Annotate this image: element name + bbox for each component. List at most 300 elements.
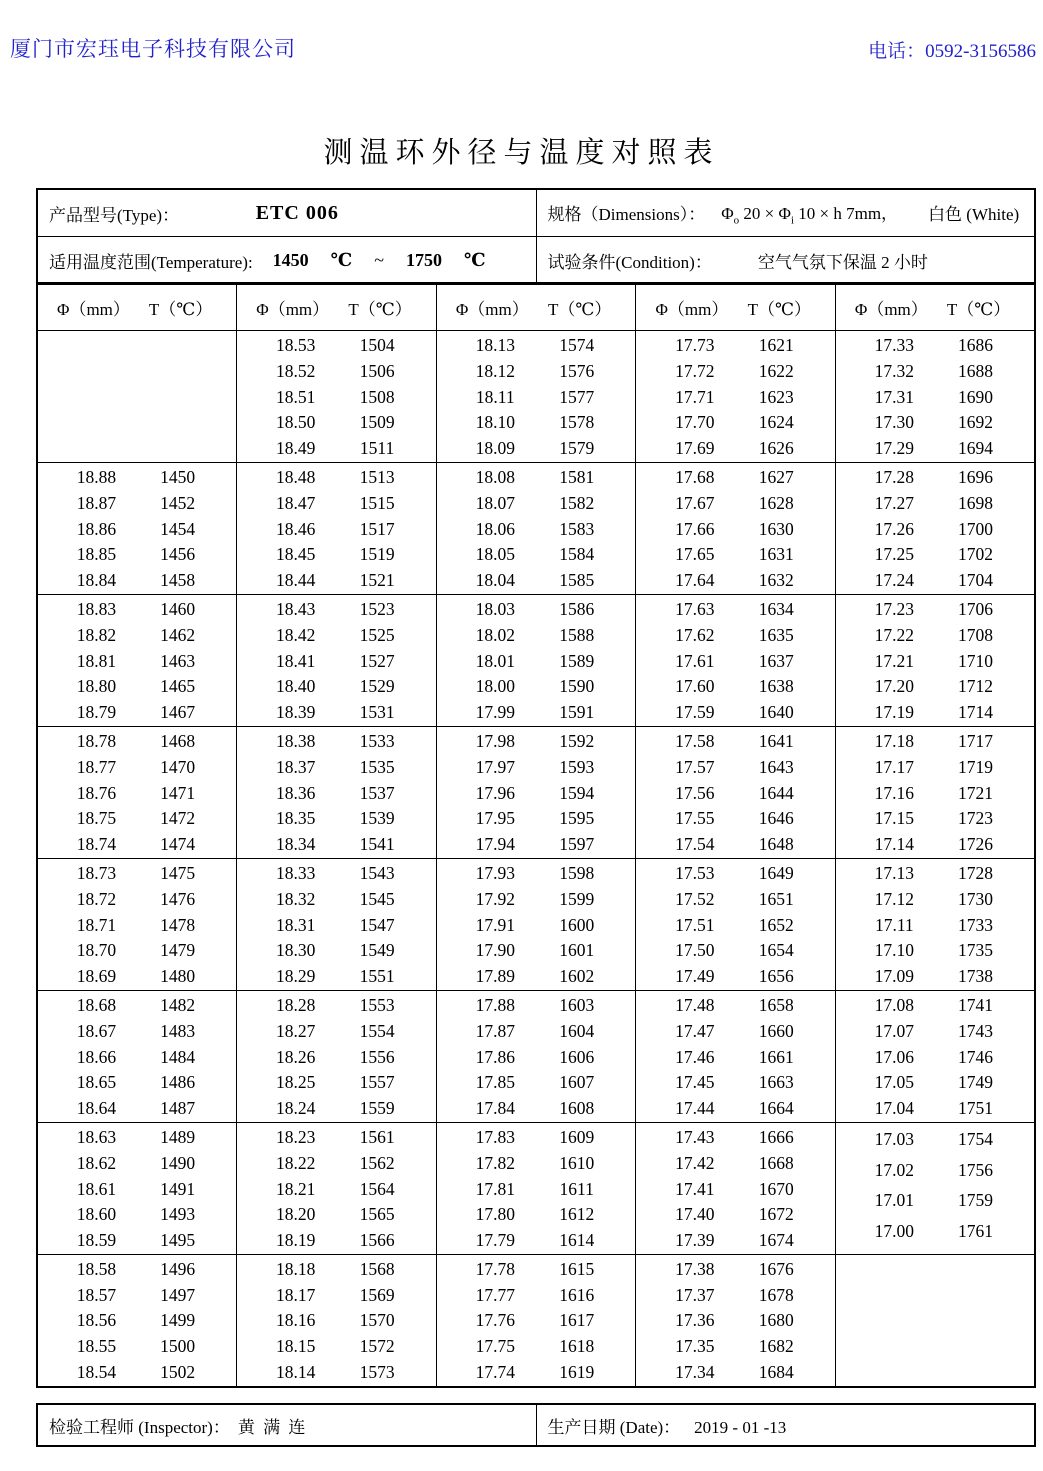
value-pair — [255, 1125, 418, 1151]
value-pair — [56, 674, 218, 700]
value-pair — [654, 1151, 817, 1177]
t-value: 1634 — [758, 598, 794, 619]
t-value: 1521 — [359, 570, 395, 591]
value-pair — [654, 729, 817, 755]
value-pair — [255, 1283, 418, 1309]
table-cell — [237, 1254, 437, 1386]
table-cell — [237, 462, 437, 594]
phi-value: 17.56 — [675, 782, 715, 803]
phi-value: 17.59 — [675, 702, 715, 723]
value-pair — [255, 913, 418, 939]
value-block — [636, 331, 835, 462]
value-pair — [455, 832, 618, 858]
value-pair — [455, 623, 618, 649]
table-cell — [835, 1122, 1035, 1254]
phi-value: 17.18 — [874, 730, 914, 751]
t-value: 1730 — [958, 888, 994, 909]
value-pair — [654, 1070, 817, 1096]
value-pair — [255, 755, 418, 781]
table-cell — [37, 462, 237, 594]
value-pair — [854, 755, 1016, 781]
table-cell — [636, 858, 836, 990]
t-value: 1688 — [958, 360, 994, 381]
value-pair — [455, 1125, 618, 1151]
phi-value: 18.28 — [275, 994, 316, 1015]
value-pair — [654, 517, 817, 543]
t-value: 1749 — [958, 1072, 994, 1093]
phi-value: 17.84 — [475, 1098, 515, 1119]
phi-value: 18.73 — [76, 862, 117, 883]
t-value: 1706 — [958, 598, 994, 619]
condition-cell — [536, 237, 1035, 285]
value-pair — [654, 1096, 817, 1122]
value-pair — [455, 649, 618, 675]
t-value: 1500 — [160, 1336, 196, 1357]
value-pair — [455, 1177, 618, 1203]
t-value: 1684 — [758, 1362, 794, 1383]
t-value: 1618 — [559, 1336, 595, 1357]
phi-value: 18.11 — [475, 386, 515, 407]
t-value: 1756 — [958, 1159, 994, 1180]
phi-value: 18.02 — [475, 624, 515, 645]
table-block-row — [37, 331, 1035, 463]
value-block — [237, 991, 436, 1122]
value-pair — [56, 1177, 218, 1203]
phi-value: 17.63 — [675, 598, 715, 619]
t-value: 1743 — [958, 1020, 994, 1041]
value-block — [636, 991, 835, 1122]
value-pair — [455, 1151, 618, 1177]
t-value: 1649 — [758, 862, 794, 883]
table-cell — [636, 462, 836, 594]
t-value: 1460 — [160, 598, 196, 619]
value-pair — [56, 542, 218, 568]
value-block — [836, 595, 1034, 726]
t-value: 1554 — [359, 1020, 395, 1041]
t-value: 1627 — [758, 466, 794, 487]
phi-value: 18.31 — [275, 914, 316, 935]
phi-column-header: Φ（mm） — [57, 299, 130, 319]
phi-column-header: Φ（mm） — [256, 299, 330, 319]
t-value: 1499 — [160, 1310, 196, 1331]
phi-value: 17.61 — [675, 650, 715, 671]
value-pair — [654, 542, 817, 568]
phi-value: 17.69 — [675, 438, 715, 459]
phi-value: 18.82 — [76, 624, 117, 645]
value-pair — [255, 832, 418, 858]
date-cell — [536, 1404, 1035, 1446]
table-cell — [835, 990, 1035, 1122]
value-pair — [854, 333, 1016, 359]
value-pair — [455, 1070, 618, 1096]
t-value: 1674 — [758, 1230, 794, 1251]
phi-value: 17.44 — [675, 1098, 715, 1119]
temperature-label: 适用温度范围(Temperature): — [49, 252, 253, 272]
t-value: 1480 — [160, 966, 196, 987]
info-row-type — [37, 189, 1035, 237]
phi-value: 17.54 — [675, 834, 715, 855]
t-value: 1586 — [559, 598, 595, 619]
value-pair — [455, 1257, 618, 1283]
t-value: 1614 — [559, 1230, 595, 1251]
value-pair — [854, 1158, 1016, 1184]
table-cell — [237, 594, 437, 726]
phi-value: 18.43 — [275, 598, 316, 619]
t-value: 1545 — [359, 888, 395, 909]
t-value: 1506 — [359, 360, 395, 381]
value-pair — [56, 938, 218, 964]
phi-value: 17.43 — [675, 1126, 715, 1147]
phi-value: 17.64 — [675, 570, 715, 591]
phi-value: 17.39 — [675, 1230, 715, 1251]
phi-value: 18.05 — [475, 544, 515, 565]
value-pair — [455, 1360, 618, 1386]
value-pair — [56, 1334, 218, 1360]
t-value: 1471 — [160, 782, 196, 803]
phi-value: 17.78 — [475, 1258, 515, 1279]
phi-value: 18.62 — [76, 1152, 117, 1173]
value-pair — [854, 1045, 1016, 1071]
t-value: 1612 — [559, 1204, 595, 1225]
table-cell — [37, 1254, 237, 1386]
phi-value: 17.77 — [475, 1284, 515, 1305]
t-value: 1759 — [958, 1190, 994, 1211]
phi-value: 17.47 — [675, 1020, 715, 1041]
value-pair — [255, 674, 418, 700]
condition-value: 空气气氛下保温 2 小时 — [757, 252, 928, 272]
t-value: 1648 — [758, 834, 794, 855]
phi-value: 17.23 — [874, 598, 914, 619]
phi-value: 18.18 — [275, 1258, 316, 1279]
phi-value: 18.48 — [275, 466, 316, 487]
t-value: 1565 — [359, 1204, 395, 1225]
table-block-row — [37, 594, 1035, 726]
t-value: 1621 — [758, 335, 794, 355]
phi-value: 18.69 — [76, 966, 117, 987]
phi-value: 18.34 — [275, 834, 316, 855]
table-cell — [835, 331, 1035, 463]
t-value: 1589 — [559, 650, 595, 671]
value-pair — [56, 832, 218, 858]
value-pair — [854, 729, 1016, 755]
value-pair — [654, 1257, 817, 1283]
t-value: 1741 — [958, 994, 994, 1015]
t-value: 1462 — [160, 624, 196, 645]
t-value: 1585 — [559, 570, 595, 591]
t-column-header: T（℃） — [946, 299, 1011, 319]
phi-value: 18.13 — [475, 335, 515, 355]
phi-value: 17.74 — [475, 1362, 515, 1383]
t-value: 1482 — [160, 994, 196, 1015]
phi-value: 18.20 — [275, 1204, 316, 1225]
phi-value: 17.30 — [874, 412, 914, 433]
value-pair — [455, 938, 618, 964]
value-block — [636, 727, 835, 858]
phi-value: 17.97 — [475, 756, 515, 777]
phi-value: 18.68 — [76, 994, 117, 1015]
table-block-row — [37, 1122, 1035, 1254]
phi-value: 18.52 — [275, 360, 316, 381]
value-pair — [455, 410, 618, 436]
date-label: 生产日期 (Date)： — [547, 1417, 681, 1437]
t-value: 1475 — [160, 862, 196, 883]
value-pair — [854, 938, 1016, 964]
table-cell — [436, 594, 636, 726]
phi-value: 18.60 — [76, 1204, 117, 1225]
phi-value: 17.02 — [874, 1159, 914, 1180]
table-cell — [436, 1254, 636, 1386]
phi-value: 17.14 — [874, 834, 914, 855]
table-cell — [37, 990, 237, 1122]
value-pair — [455, 755, 618, 781]
phi-value: 17.66 — [675, 518, 715, 539]
value-pair — [56, 1070, 218, 1096]
phi-value: 17.11 — [874, 914, 914, 935]
t-value: 1495 — [160, 1230, 196, 1251]
value-block — [38, 859, 236, 990]
t-value: 1686 — [958, 335, 994, 355]
t-value: 1577 — [559, 386, 595, 407]
t-value: 1564 — [359, 1178, 395, 1199]
value-pair — [455, 1019, 618, 1045]
value-block — [437, 991, 636, 1122]
phi-value: 17.75 — [475, 1336, 515, 1357]
t-value: 1458 — [160, 570, 196, 591]
phi-value: 18.61 — [76, 1178, 117, 1199]
phi-value: 17.93 — [475, 862, 515, 883]
value-pair — [654, 359, 817, 385]
table-header-cell — [237, 283, 437, 331]
value-pair — [255, 781, 418, 807]
phi-value: 17.67 — [675, 492, 715, 513]
t-value: 1664 — [758, 1098, 794, 1119]
t-value: 1761 — [958, 1220, 994, 1241]
t-value: 1623 — [758, 386, 794, 407]
value-pair — [255, 359, 418, 385]
t-value: 1626 — [758, 438, 794, 459]
phi-value: 18.03 — [475, 598, 515, 619]
table-block-row — [37, 726, 1035, 858]
celsius-unit: ℃ — [330, 249, 353, 270]
value-pair — [255, 806, 418, 832]
value-pair — [56, 1125, 218, 1151]
value-pair — [854, 1127, 1016, 1153]
t-value: 1690 — [958, 386, 994, 407]
phi-value: 18.71 — [76, 914, 117, 935]
value-pair — [255, 517, 418, 543]
phi-value: 17.92 — [475, 888, 515, 909]
t-value: 1590 — [559, 676, 595, 697]
t-value: 1641 — [758, 730, 794, 751]
phi-value: 18.88 — [76, 466, 117, 487]
value-pair — [255, 1257, 418, 1283]
phone-number: 电话：0592-3156586 — [868, 41, 1036, 62]
table-header-cell — [436, 283, 636, 331]
t-value: 1723 — [958, 808, 994, 829]
phi-value: 18.78 — [76, 730, 117, 751]
t-value: 1551 — [359, 966, 395, 987]
phi-value: 17.48 — [675, 994, 715, 1015]
table-cell — [436, 858, 636, 990]
value-pair — [654, 781, 817, 807]
t-value: 1617 — [559, 1310, 595, 1331]
table-cell — [37, 858, 237, 990]
phi-value: 17.95 — [475, 808, 515, 829]
t-value: 1592 — [559, 730, 595, 751]
phi-value: 18.51 — [275, 386, 316, 407]
phi-value: 18.63 — [76, 1126, 117, 1147]
t-column-header: T（℃） — [547, 299, 612, 319]
phi-value: 18.12 — [475, 360, 515, 381]
value-pair — [455, 333, 618, 359]
phi-value: 17.31 — [874, 386, 914, 407]
value-pair — [56, 729, 218, 755]
value-block — [38, 463, 236, 594]
phi-value: 18.36 — [275, 782, 316, 803]
t-value: 1601 — [559, 940, 595, 961]
phi-value: 17.22 — [874, 624, 914, 645]
phi-value: 17.62 — [675, 624, 715, 645]
value-pair — [654, 1202, 817, 1228]
value-block — [237, 859, 436, 990]
value-pair — [56, 623, 218, 649]
value-pair — [654, 832, 817, 858]
value-pair — [455, 1045, 618, 1071]
phi-value: 17.83 — [475, 1126, 515, 1147]
value-block — [836, 463, 1034, 594]
t-value: 1504 — [359, 335, 395, 355]
t-value: 1640 — [758, 702, 794, 723]
t-value: 1663 — [758, 1072, 794, 1093]
t-value: 1537 — [359, 782, 395, 803]
value-pair — [654, 1177, 817, 1203]
phi-value: 18.56 — [76, 1310, 117, 1331]
condition-label: 试验条件(Condition)： — [547, 252, 712, 272]
t-value: 1628 — [758, 492, 794, 513]
phi-column-header: Φ（mm） — [854, 299, 928, 319]
t-value: 1502 — [160, 1362, 196, 1383]
phi-value: 17.71 — [675, 386, 715, 407]
t-value: 1624 — [758, 412, 794, 433]
value-block — [836, 1123, 1034, 1249]
t-value: 1599 — [559, 888, 595, 909]
phi-value: 17.15 — [874, 808, 914, 829]
t-value: 1525 — [359, 624, 395, 645]
table-cell — [37, 726, 237, 858]
t-value: 1474 — [160, 834, 196, 855]
t-value: 1738 — [958, 966, 994, 987]
value-pair — [56, 1202, 218, 1228]
value-pair — [455, 1334, 618, 1360]
value-block — [437, 859, 636, 990]
value-block — [38, 727, 236, 858]
value-block — [437, 727, 636, 858]
t-value: 1652 — [758, 914, 794, 935]
t-value: 1572 — [359, 1336, 395, 1357]
outer-diameter-value: 20 × — [743, 204, 775, 224]
t-value: 1597 — [559, 834, 595, 855]
value-pair — [56, 1151, 218, 1177]
value-pair — [56, 1257, 218, 1283]
phi-value: 17.17 — [874, 756, 914, 777]
phi-value: 18.38 — [275, 730, 316, 751]
value-pair — [854, 674, 1016, 700]
value-block — [437, 463, 636, 594]
t-value: 1588 — [559, 624, 595, 645]
phi-value: 17.33 — [874, 335, 914, 355]
value-pair — [255, 1308, 418, 1334]
table-block-row — [37, 1254, 1035, 1386]
t-value: 1694 — [958, 438, 994, 459]
t-value: 1496 — [160, 1258, 196, 1279]
phi-value: 18.85 — [76, 544, 117, 565]
value-pair — [455, 1308, 618, 1334]
inspector-label: 检验工程师 (Inspector)： — [49, 1417, 230, 1437]
value-pair — [654, 755, 817, 781]
table-cell — [835, 726, 1035, 858]
phi-value: 18.81 — [76, 650, 117, 671]
t-column-header: T（℃） — [747, 299, 811, 319]
t-value: 1668 — [758, 1152, 794, 1173]
t-value: 1603 — [559, 994, 595, 1015]
t-value: 1497 — [160, 1284, 196, 1305]
value-pair — [255, 993, 418, 1019]
phi-value: 18.74 — [76, 834, 117, 855]
table-cell — [835, 462, 1035, 594]
phi-value: 18.33 — [275, 862, 316, 883]
value-pair — [654, 333, 817, 359]
value-pair — [854, 542, 1016, 568]
t-value: 1509 — [359, 412, 395, 433]
phi-value: 17.24 — [874, 570, 914, 591]
value-pair — [255, 938, 418, 964]
t-value: 1607 — [559, 1072, 595, 1093]
value-pair — [854, 491, 1016, 517]
t-value: 1478 — [160, 914, 196, 935]
value-block — [437, 331, 636, 462]
t-value: 1680 — [758, 1310, 794, 1331]
value-pair — [56, 1360, 218, 1386]
t-value: 1465 — [160, 676, 196, 697]
t-value: 1553 — [359, 994, 395, 1015]
t-value: 1717 — [958, 730, 994, 751]
value-pair — [255, 333, 418, 359]
value-pair — [455, 781, 618, 807]
value-pair — [255, 887, 418, 913]
value-pair — [255, 1334, 418, 1360]
phi-value: 18.19 — [275, 1230, 316, 1251]
t-value: 1658 — [758, 994, 794, 1015]
t-value: 1702 — [958, 544, 994, 565]
value-pair — [854, 806, 1016, 832]
t-value: 1661 — [758, 1046, 794, 1067]
t-value: 1632 — [758, 570, 794, 591]
value-pair — [56, 1096, 218, 1122]
value-pair — [654, 1045, 817, 1071]
value-pair — [654, 385, 817, 411]
t-value: 1562 — [359, 1152, 395, 1173]
value-pair — [455, 913, 618, 939]
value-pair — [648, 295, 823, 320]
t-value: 1593 — [559, 756, 595, 777]
t-value: 1712 — [958, 676, 994, 697]
value-pair — [56, 781, 218, 807]
dimensions-cell — [536, 189, 1035, 237]
phi-value: 17.28 — [874, 466, 914, 487]
value-pair — [654, 964, 817, 990]
value-block — [636, 595, 835, 726]
table-header-cell — [636, 283, 836, 331]
